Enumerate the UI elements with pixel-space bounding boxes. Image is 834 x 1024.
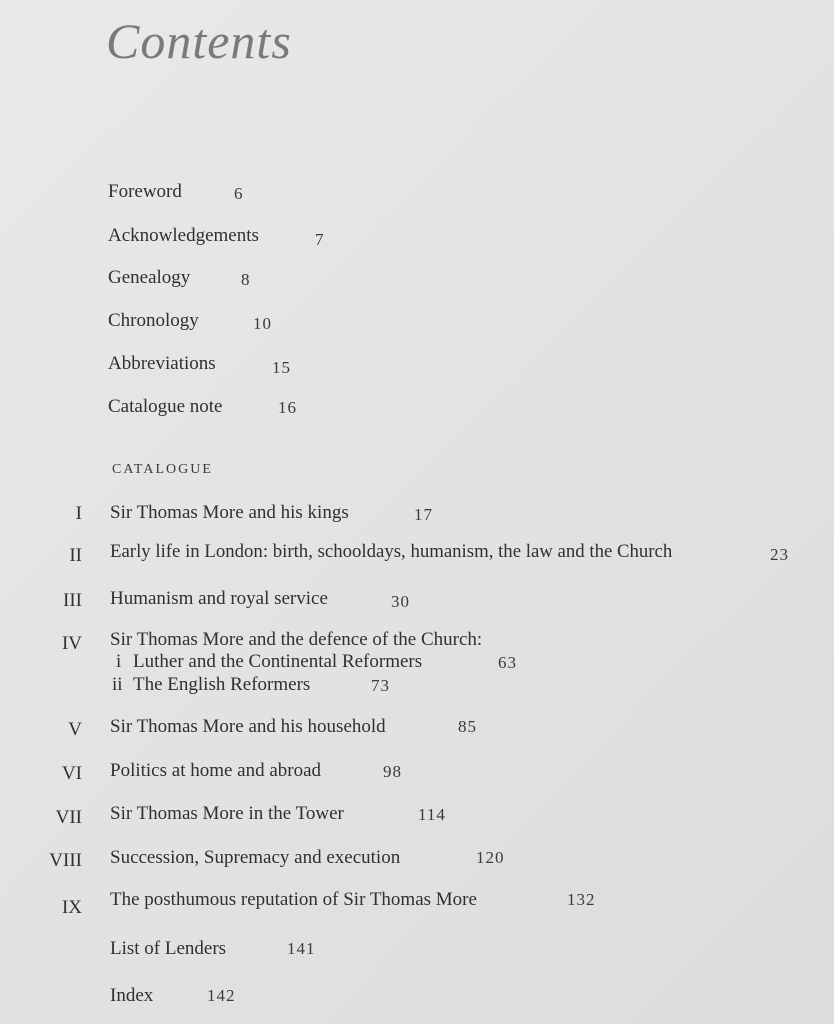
- subentry-page: 73: [371, 676, 390, 695]
- chapter-label: Politics at home and abroad: [110, 760, 322, 781]
- entry-label: Chronology: [108, 310, 199, 331]
- entry-label: Catalogue note: [108, 396, 223, 417]
- entry-page: 7: [315, 230, 325, 249]
- chapter-numeral: VIII: [49, 850, 82, 871]
- entry-page: 15: [272, 358, 291, 377]
- entry-label: Genealogy: [108, 267, 191, 288]
- entry-page: 141: [287, 939, 316, 958]
- chapter-numeral: III: [63, 590, 82, 611]
- entry-page: 16: [278, 398, 297, 417]
- chapter-numeral: VII: [55, 807, 82, 828]
- chapter-label: Humanism and royal service: [110, 588, 328, 609]
- entry-page: 142: [207, 986, 236, 1005]
- chapter-page: 30: [391, 592, 410, 611]
- chapter-page: 17: [414, 505, 433, 524]
- chapter-numeral: II: [69, 545, 82, 566]
- chapter-label: Sir Thomas More and his household: [110, 716, 386, 737]
- chapter-numeral: IX: [61, 897, 82, 918]
- subentry-numeral: i: [116, 651, 122, 672]
- chapter-numeral: V: [68, 719, 82, 740]
- subentry-page: 63: [498, 653, 517, 672]
- entry-label: Foreword: [108, 181, 182, 202]
- chapter-page: 98: [383, 762, 402, 781]
- subentry-numeral: ii: [112, 674, 123, 695]
- chapter-label: The posthumous reputation of Sir Thomas More: [110, 889, 477, 910]
- chapter-label: Sir Thomas More in the Tower: [110, 803, 344, 824]
- chapter-numeral: I: [75, 503, 82, 524]
- page-title: Contents: [106, 13, 292, 69]
- entry-label: Acknowledgements: [108, 225, 259, 246]
- chapter-page: 114: [418, 805, 446, 824]
- subentry-label: The English Reformers: [133, 674, 311, 695]
- chapter-numeral: IV: [61, 633, 82, 654]
- entry-page: 8: [241, 270, 251, 289]
- entry-label: Abbreviations: [108, 353, 216, 374]
- chapter-label: Sir Thomas More and the defence of the Church:: [110, 629, 483, 650]
- chapter-label: Early life in London: birth, schooldays, humanism, the law and the Church: [110, 541, 673, 562]
- chapter-page: 85: [458, 717, 477, 736]
- chapter-page: 132: [567, 890, 596, 909]
- chapter-page: 120: [476, 848, 505, 867]
- chapter-page: 23: [770, 545, 789, 564]
- entry-label: List of Lenders: [110, 938, 227, 959]
- chapter-numeral: VI: [61, 763, 82, 784]
- section-heading: CATALOGUE: [112, 462, 213, 477]
- subentry-label: Luther and the Continental Reformers: [133, 651, 423, 672]
- chapter-label: Sir Thomas More and his kings: [110, 502, 349, 523]
- entry-label: Index: [110, 985, 154, 1006]
- entry-page: 10: [253, 314, 272, 333]
- chapter-label: Succession, Supremacy and execution: [110, 847, 401, 868]
- entry-page: 6: [234, 184, 244, 203]
